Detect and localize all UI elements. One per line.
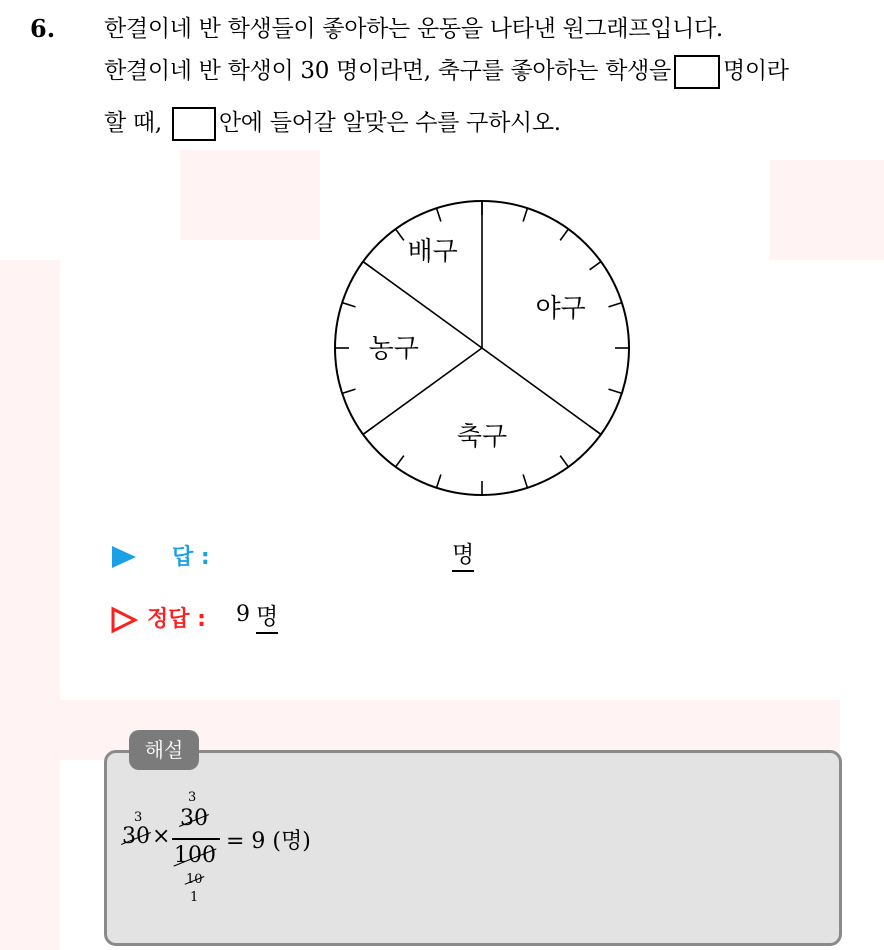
cancel-result-30: 3 — [134, 810, 143, 825]
pie-slice-label: 농구 — [368, 334, 419, 364]
struck-30: 30 — [122, 824, 150, 849]
watermark-block — [180, 150, 320, 240]
hollow-triangle-icon — [110, 606, 138, 634]
struck-numerator: 30 — [180, 806, 208, 831]
question-text-2a: 한결이네 반 학생이 30 명이라면, 축구를 좋아하는 학생을 — [104, 58, 671, 84]
question-line-1 — [104, 10, 723, 43]
pie-tick — [608, 389, 621, 393]
question-line-3 — [104, 104, 561, 141]
pie-tick — [437, 474, 441, 487]
equation-result: = 9 (명) — [226, 829, 311, 854]
correct-label: 정답 : — [147, 607, 206, 632]
explanation-tab: 해설 — [129, 730, 199, 770]
play-triangle-icon — [112, 546, 136, 568]
pie-tick — [342, 389, 355, 393]
watermark-block — [0, 260, 60, 950]
watermark-block — [770, 160, 884, 260]
pie-tick — [523, 208, 527, 221]
pie-tick — [396, 456, 404, 467]
cancel-denominator-10 — [186, 872, 203, 887]
question-text-3b: 안에 들어갈 알맞은 수를 구하시오. — [218, 110, 561, 136]
fraction-numerator — [180, 806, 208, 831]
question-text-1: 한결이네 반 학생들이 좋아하는 운동을 나타낸 원그래프입니다. — [104, 16, 723, 42]
correct-value: 9 — [236, 602, 250, 627]
pie-slice-label: 배구 — [407, 237, 458, 268]
question-text-2b: 명이라 — [722, 58, 789, 84]
pie-tick — [523, 474, 527, 487]
question-line-2 — [104, 52, 789, 89]
pie-slice-label: 야구 — [535, 293, 586, 324]
answer-blank-box-2 — [172, 107, 216, 141]
question-number: 6. — [30, 14, 56, 43]
answer-blank-box — [674, 55, 720, 89]
pie-tick — [590, 262, 601, 270]
pie-chart — [330, 200, 630, 500]
pie-tick — [608, 303, 621, 307]
struck-denominator: 100 — [174, 843, 216, 868]
cancel-result-denominator: 1 — [190, 890, 199, 905]
pie-slice-label: 축구 — [456, 422, 508, 453]
pie-tick — [396, 229, 404, 240]
correct-unit: 명 — [256, 602, 278, 634]
struck-10: 10 — [186, 872, 203, 887]
fraction-denominator — [174, 843, 216, 868]
factor-30 — [122, 824, 150, 849]
pie-tick — [342, 303, 355, 307]
answer-unit: 명 — [452, 540, 474, 572]
fraction-bar — [172, 838, 220, 840]
cancel-result-numerator: 3 — [188, 790, 197, 805]
times-sign: × — [152, 824, 171, 849]
pie-tick — [560, 229, 568, 240]
question-text-3a: 할 때, — [104, 110, 162, 136]
pie-tick — [437, 208, 441, 221]
pie-tick — [560, 456, 568, 467]
answer-label: 답 : — [172, 545, 210, 570]
